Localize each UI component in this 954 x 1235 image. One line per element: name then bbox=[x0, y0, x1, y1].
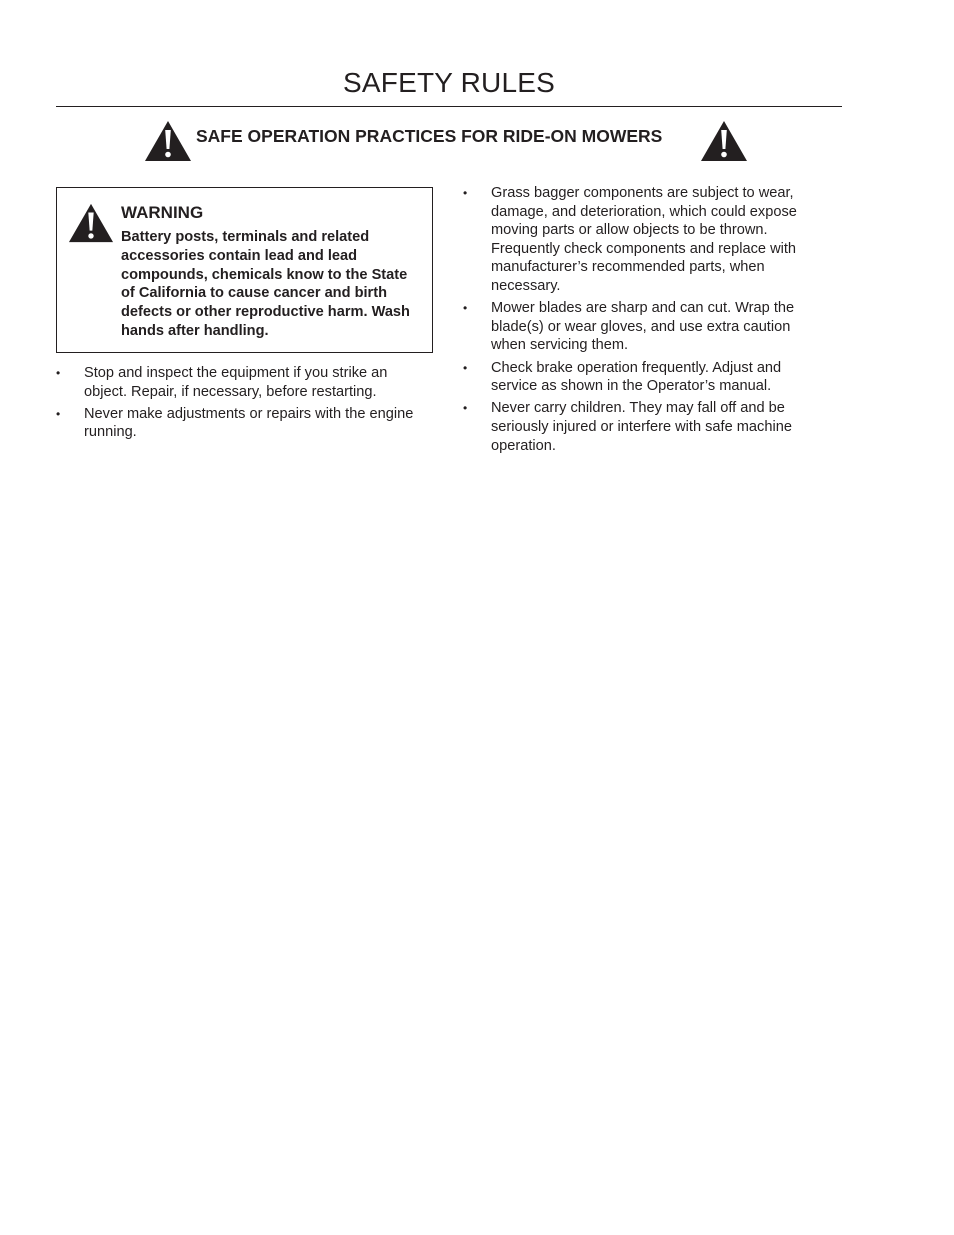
warning-triangle-icon bbox=[700, 120, 748, 162]
bullet-marker: • bbox=[463, 360, 468, 375]
warning-box bbox=[56, 187, 433, 353]
list-item bbox=[463, 399, 825, 455]
list-item bbox=[463, 184, 825, 296]
page-title: SAFETY RULES bbox=[343, 67, 555, 98]
list-item-text: Never make adjustments or repairs with the engine running. bbox=[84, 405, 414, 441]
list-item bbox=[463, 299, 825, 355]
list-item-text: Mower blades are sharp and can cut. Wrap the blade(s) or wear gloves, and use extra caution when servicing them. bbox=[491, 300, 795, 354]
bullet-marker: • bbox=[56, 366, 61, 380]
left-bullet-list bbox=[56, 364, 416, 446]
list-item-text: Grass bagger components are subject to wear, damage, and deterioration, which could expose moving parts or allow objects to be thrown. Frequently check components and replace with manufacturer’s recommended parts, when necessary. bbox=[491, 185, 797, 294]
list-item-text: Stop and inspect the equipment if you strike an object. Repair, if necessary, before restarting. bbox=[84, 365, 388, 400]
list-item bbox=[56, 364, 416, 401]
bullet-marker: • bbox=[463, 401, 468, 416]
warning-triangle-icon bbox=[68, 202, 114, 244]
warning-title: WARNING bbox=[121, 203, 204, 222]
title-divider bbox=[56, 106, 842, 107]
bullet-marker: • bbox=[56, 406, 61, 421]
warning-triangle-icon bbox=[144, 120, 192, 162]
list-item-text: Check brake operation frequently. Adjust and service as shown in the Operator’s manual. bbox=[491, 359, 782, 395]
right-bullet-list bbox=[463, 184, 825, 459]
section-heading bbox=[142, 118, 754, 164]
bullet-marker: • bbox=[463, 301, 468, 316]
bullet-marker: • bbox=[463, 186, 468, 200]
section-heading-text: SAFE OPERATION PRACTICES FOR RIDE-ON MOWERS bbox=[196, 126, 663, 146]
list-item-text: Never carry children. They may fall off and be seriously injured or interfere with safe machine operation. bbox=[491, 400, 792, 454]
list-item bbox=[56, 405, 416, 442]
warning-text: Battery posts, terminals and related accessories contain lead and lead compounds, chemicals know to the State of California to cause cancer and birth defects or other reproductive harm. Wash hands after handling. bbox=[121, 229, 410, 339]
list-item bbox=[463, 359, 825, 396]
